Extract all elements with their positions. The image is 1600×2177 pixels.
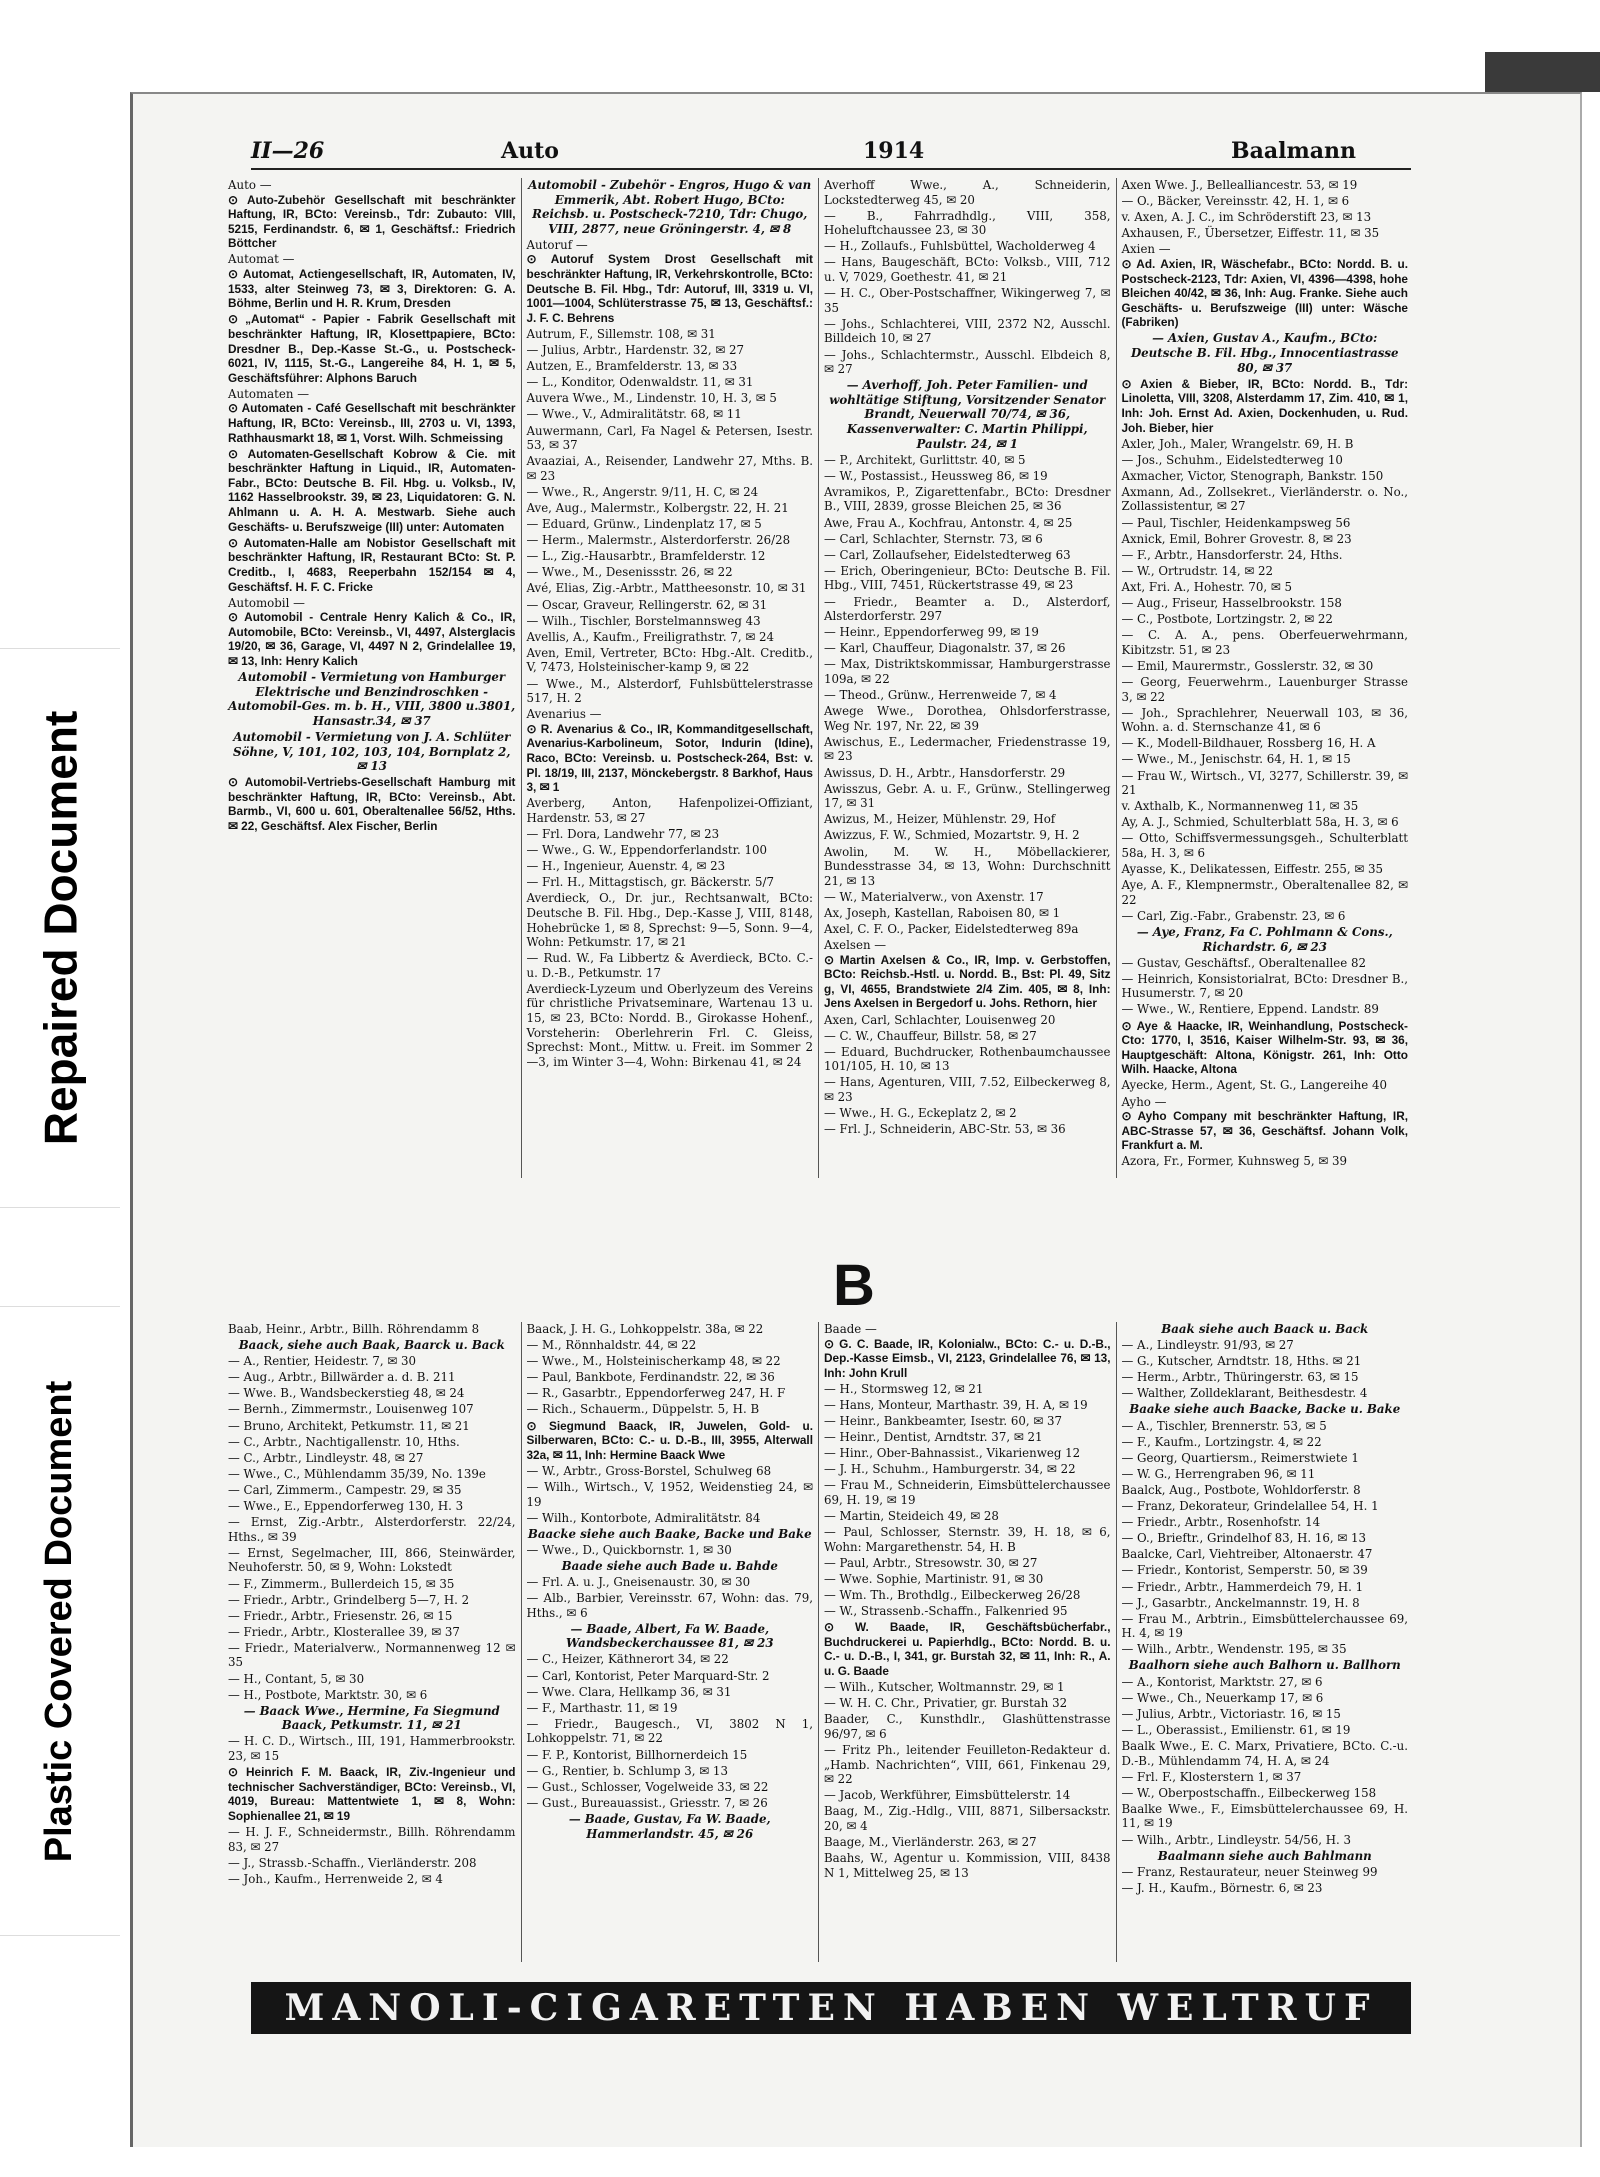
bottom-column-3 xyxy=(818,1322,1116,1962)
directory-entry: Ay, A. J., Schmied, Schulterblatt 58a, H. 3, ✉ 6 xyxy=(1121,815,1399,830)
directory-entry: — W., Strassenb.-Schaffn., Falkenried 95 xyxy=(824,1604,1068,1619)
directory-entry: — Julius, Arbtr., Victoriastr. 16, ✉ 15 xyxy=(1121,1706,1341,1721)
section-keyword: Auto — xyxy=(228,178,272,192)
directory-entry: — Eduard, Buchdrucker, Rothenbaumchaussee 101/105, H. 10, ✉ 13 xyxy=(824,1044,1111,1074)
directory-entry: — Bruno, Architekt, Petkumstr. 11, ✉ 21 xyxy=(228,1418,470,1433)
directory-entry: — Friedr., Kontorist, Semperstr. 50, ✉ 39 xyxy=(1121,1563,1368,1578)
directory-entry: Awe, Frau A., Kochfrau, Antonstr. 4, ✉ 25 xyxy=(824,515,1073,530)
page-number: II—26 xyxy=(251,138,325,164)
directory-entry: — Wilh., Arbtr., Lindleystr. 54/56, H. 3 xyxy=(1121,1832,1352,1847)
directory-entry: — H., Stormsweg 12, ✉ 21 xyxy=(824,1381,984,1396)
directory-entry: Axmacher, Victor, Stenograph, Bankstr. 150 xyxy=(1121,468,1384,483)
directory-entry: — Baade, Albert, Fa W. Baade, Wandsbeckerchaussee 81, ✉ 23 xyxy=(565,1621,774,1651)
directory-entry: — Wwe., G. W., Eppendorferlandstr. 100 xyxy=(526,843,767,858)
section-keyword: Automaten — xyxy=(228,386,310,401)
directory-entry: — Paul, Arbtr., Stresowstr. 30, ✉ 27 xyxy=(824,1555,1038,1570)
directory-entry: — Aye, Franz, Fa C. Pohlmann & Cons., Richardstr. 6, ✉ 23 xyxy=(1136,925,1393,954)
section-keyword: Ayho — xyxy=(1121,1094,1167,1109)
directory-entry: — Herm., Malermstr., Alsterdorferstr. 26/28 xyxy=(526,533,791,548)
directory-entry: Awizus, M., Heizer, Mühlenstr. 29, Hof xyxy=(824,812,1056,827)
directory-entry: — C., Postbote, Lortzingstr. 2, ✉ 22 xyxy=(1121,612,1333,627)
directory-entry: — Wilh., Arbtr., Wendenstr. 195, ✉ 35 xyxy=(1121,1642,1347,1657)
directory-entry: Awischus, E., Ledermacher, Friedenstrasse 19, ✉ 23 xyxy=(824,734,1111,764)
directory-entry: — W., Postassist., Heussweg 86, ✉ 19 xyxy=(824,468,1048,483)
directory-entry: Axen, Carl, Schlachter, Louisenweg 20 xyxy=(824,1012,1056,1027)
section-keyword: Avenarius — xyxy=(526,707,602,722)
directory-entry: — C., Arbtr., Lindleystr. 48, ✉ 27 xyxy=(228,1450,424,1465)
directory-entry: — Baade, Gustav, Fa W. Baade, Hammerlandstr. 45, ✉ 26 xyxy=(568,1811,771,1841)
directory-entry: — Carl, Kontorist, Peter Marquard-Str. 2 xyxy=(526,1668,770,1683)
firm-entry: ⊙ „Automat“ - Papier - Fabrik Gesellschaft mit beschränkter Haftung, IR, Klosettpapiere, BCto: Dresdner B., Dep.-Kasse St.-G., u. Postscheck-6021, IV, 1115, St.-G., Langereihe 84, H. 1, ✉ 5, Geschäftsführer: Alphons Baruch xyxy=(228,312,516,385)
directory-entry: — Gust., Schlosser, Vogelweide 33, ✉ 22 xyxy=(526,1779,769,1794)
directory-entry: — C., Heizer, Käthnerort 34, ✉ 22 xyxy=(526,1652,729,1667)
directory-entry: — M., Rönnhaldstr. 44, ✉ 22 xyxy=(526,1338,697,1353)
directory-entry: — Gust., Bureauassist., Griesstr. 7, ✉ 26 xyxy=(526,1795,768,1810)
directory-entry: — Johs., Schlachterei, VIII, 2372 N2, Ausschl. Billdeich 10, ✉ 27 xyxy=(824,316,1111,346)
bottom-section-columns xyxy=(223,1322,1413,1962)
directory-entry: — W., Ortrudstr. 14, ✉ 22 xyxy=(1121,563,1273,578)
directory-entry: — Jacob, Werkführer, Eimsbüttelerstr. 14 xyxy=(824,1788,1071,1803)
directory-entry: — Axien, Gustav A., Kaufm., BCto: Deutsche B. Fil. Hbg., Innocentiastrasse 80, ✉ 37 xyxy=(1130,331,1399,375)
firm-entry: ⊙ Automobil - Centrale Henry Kalich & Co., IR, Automobile, BCto: Vereinsb., VI, 4497, Alsterglacis 19/20, ✉ 36, Garage, VI, 4497 N 2, Grindelallee 19, ✉ 13, Inh: Henry Kalich xyxy=(228,610,516,668)
directory-entry: — Baack Wwe., Hermine, Fa Siegmund Baack, Petkumstr. 11, ✉ 21 xyxy=(243,1703,500,1733)
directory-entry: — H. C., Ober-Postschaffner, Wikingerweg 7, ✉ 35 xyxy=(824,286,1111,315)
directory-entry: Baalk Wwe., E. C. Marx, Privatiere, BCto. C.-u. D.-B., Mühlendamm 74, H. A, ✉ 24 xyxy=(1121,1738,1408,1768)
directory-entry: Avaaziai, A., Reisender, Landwehr 27, Mths. B. ✉ 23 xyxy=(526,454,813,483)
directory-entry: Baalke Wwe., F., Eimsbüttelerchaussee 69, H. 11, ✉ 19 xyxy=(1121,1801,1408,1831)
directory-entry: — Rich., Schauerm., Düppelstr. 5, H. B xyxy=(526,1402,760,1417)
directory-entry: Averdieck, O., Dr. jur., Rechtsanwalt, BCto: Deutsche B. Fil. Hbg., Dep.-Kasse J, VIII, 8148, Hohebrücke 1, ✉ 8, Sprechst: 9—5, Sonn. 9—4, Wohn: Petkumstr. 17, ✉ 21 xyxy=(526,891,813,950)
directory-entry: Automobil - Vermietung von Hamburger Elektrische und Benzindroschken - Automobil-Ges. m. b. H., VIII, 3800 u.3801, Hansastr.34, ✉ 37 xyxy=(228,670,516,728)
directory-entry: Auvera Wwe., M., Lindenstr. 10, H. 3, ✉ 5 xyxy=(526,391,777,406)
directory-entry: — W., Materialverw., von Axenstr. 17 xyxy=(824,889,1044,904)
directory-entry: — Eduard, Grünw., Lindenplatz 17, ✉ 5 xyxy=(526,517,762,532)
directory-entry: — Wwe. Sophie, Martinistr. 91, ✉ 30 xyxy=(824,1572,1044,1586)
directory-entry: Azora, Fr., Former, Kuhnsweg 5, ✉ 39 xyxy=(1121,1154,1348,1169)
directory-entry: — Frl. Dora, Landwehr 77, ✉ 23 xyxy=(526,826,720,841)
top-column-4 xyxy=(1116,178,1414,1178)
firm-entry: ⊙ Ad. Axien, IR, Wäschefabr., BCto: Nordd. B. u. Postscheck-2123, Tdr: Axien, VI, 4396—4398, hohe Bleichen 40/42, ✉ 36, Inh: Aug. Franke. Siehe auch Geschäfts- u. Berufszweige (III) unter: Wäsche (Fabriken) xyxy=(1121,256,1408,330)
header-last-keyword: Baalmann xyxy=(1231,138,1356,164)
firm-entry: ⊙ Aye & Haacke, IR, Weinhandlung, Postscheck-Cto: 1770, I, 3516, Kaiser Wilhelm-Str. 93, ✉ 36, Hauptgeschäft: Altona, Königstr. 261, Inh: Otto Wilh. Haacke, Altona xyxy=(1121,1018,1408,1077)
directory-entry: — Wwe., C., Mühlendamm 35/39, No. 139e xyxy=(228,1466,486,1481)
directory-entry: — Wilh., Kutscher, Woltmannstr. 29, ✉ 1 xyxy=(824,1680,1065,1695)
directory-entry: — Frl. J., Schneiderin, ABC-Str. 53, ✉ 36 xyxy=(824,1122,1066,1137)
directory-entry: — C., Arbtr., Nachtigallenstr. 10, Hths. xyxy=(228,1434,460,1449)
directory-entry: — Friedr., Baugesch., VI, 3802 N 1, Lohkoppelstr. 71, ✉ 22 xyxy=(526,1716,813,1746)
directory-entry: — W. G., Herrengraben 96, ✉ 11 xyxy=(1121,1466,1316,1481)
directory-entry: Ayecke, Herm., Agent, St. G., Langereihe 40 xyxy=(1121,1078,1387,1093)
directory-entry: — Alb., Barbier, Vereinsstr. 67, Wohn: das. 79, Hths., ✉ 6 xyxy=(526,1591,813,1620)
directory-entry: — Frl. F., Klosterstern 1, ✉ 37 xyxy=(1121,1769,1302,1784)
directory-entry: — Wwe., M., Desenissstr. 26, ✉ 22 xyxy=(526,565,733,580)
firm-entry: ⊙ Automaten-Gesellschaft Kobrow & Cie. mit beschränkter Haftung in Liquid., IR, Automaten-Fabr., BCto: Deutsche B. Fil. Hbg. u. Volksb., IV, 1162 Hasselbrookstr. 39, ✉ 23, Liquidatoren: G. N. Ahlmann u. A. H. A. Mestwarb. Siehe auch Geschäfts- u. Berufszweige (III) unter: Automaten xyxy=(228,446,516,534)
directory-entry: Baader, C., Kunsthdlr., Glashüttenstrasse 96/97, ✉ 6 xyxy=(824,1712,1111,1741)
directory-entry: — B., Fahrradhdlg., VIII, 358, Hoheluftchaussee 23, ✉ 30 xyxy=(824,208,1111,238)
directory-entry: Axen Wwe. J., Bellealliancestr. 53, ✉ 19 xyxy=(1121,178,1358,192)
directory-entry: Axt, Fri. A., Hohestr. 70, ✉ 5 xyxy=(1121,579,1293,594)
directory-entry: — Martin, Steideich 49, ✉ 28 xyxy=(824,1509,999,1524)
directory-entry: Baalcke, Carl, Viehtreiber, Altonaerstr. 47 xyxy=(1121,1547,1373,1562)
directory-entry: Axhausen, F., Übersetzer, Eiffestr. 11, ✉ 35 xyxy=(1121,226,1380,241)
firm-entry: ⊙ W. Baade, IR, Geschäftsbücherfabr., Buchdruckerei u. Papierhdlg., BCto: Nordd. B. u. C.- u. D.-B., I, 341, gr. Burstah 32, ✉ 11, Inh: R., A. u. G. Baade xyxy=(824,1620,1111,1679)
directory-entry: — L., Konditor, Odenwaldstr. 11, ✉ 31 xyxy=(526,375,754,390)
directory-entry: Averberg, Anton, Hafenpolizei-Offiziant, Hardenstr. 53, ✉ 27 xyxy=(526,796,813,825)
directory-entry: — Wilh., Wirtsch., V, 1952, Weidenstieg 24, ✉ 19 xyxy=(526,1479,813,1509)
directory-entry: — Erich, Oberingenieur, BCto: Deutsche B. Fil. Hbg., VIII, 7451, Rückertstrasse 49, ✉ 23 xyxy=(824,563,1111,593)
directory-entry: — H., Postbote, Marktstr. 30, ✉ 6 xyxy=(228,1687,428,1702)
directory-entry: — W. H. C. Chr., Privatier, gr. Burstah 32 xyxy=(824,1696,1068,1711)
directory-entry: — Jos., Schuhm., Eidelstedterweg 10 xyxy=(1121,452,1343,467)
directory-entry: — O., Bäcker, Vereinsstr. 42, H. 1, ✉ 6 xyxy=(1121,194,1350,209)
directory-entry: — Joh., Sprachlehrer, Neuerwall 103, ✉ 36, Wohn. a. d. Sternschanze 41, ✉ 6 xyxy=(1121,705,1408,735)
directory-entry: — Friedr., Arbtr., Friesenstr. 26, ✉ 15 xyxy=(228,1608,453,1623)
directory-entry: — O., Brieftr., Grindelhof 83, H. 16, ✉ 13 xyxy=(1121,1531,1367,1546)
directory-entry: — F., Marthastr. 11, ✉ 19 xyxy=(526,1700,678,1715)
directory-entry: — Wwe., M., Alsterdorf, Fuhlsbüttelerstrasse 517, H. 2 xyxy=(526,676,813,706)
directory-entry: — K., Modell-Bildhauer, Rossberg 16, H. A xyxy=(1121,736,1376,751)
directory-entry: — Bernh., Zimmermstr., Louisenweg 107 xyxy=(228,1402,474,1417)
directory-entry: — Ernst, Segelmacher, III, 866, Steinwärder, Neuhoferstr. 50, ✉ 9, Wohn: Lokstedt xyxy=(228,1545,516,1575)
directory-entry: — Frl. A. u. J., Gneisenaustr. 30, ✉ 30 xyxy=(526,1575,751,1589)
directory-entry: — Wwe., M., Holsteinischerkamp 48, ✉ 22 xyxy=(526,1354,781,1369)
directory-entry: — C. A. A., pens. Oberfeuerwehrmann, Kibitzstr. 51, ✉ 23 xyxy=(1121,628,1408,657)
directory-entry: — Wwe., V., Admiralitätstr. 68, ✉ 11 xyxy=(526,407,742,422)
directory-entry: — Frau W., Wirtsch., VI, 3277, Schillerstr. 39, ✉ 21 xyxy=(1121,768,1408,798)
directory-entry: Avramikos, P., Zigarettenfabr., BCto: Dresdner B., VIII, 2839, grosse Bleichen 25, ✉ 36 xyxy=(824,484,1111,514)
directory-entry: — Paul, Tischler, Heidenkampsweg 56 xyxy=(1121,515,1351,530)
directory-entry: — Johs., Schlachtermstr., Ausschl. Elbdeich 8, ✉ 27 xyxy=(824,347,1111,377)
directory-entry: — Hinr., Ober-Bahnassist., Vikarienweg 12 xyxy=(824,1446,1081,1461)
directory-entry: — Paul, Bankbote, Ferdinandstr. 22, ✉ 36 xyxy=(526,1370,775,1385)
directory-entry: Baahs, W., Agentur u. Kommission, VIII, 8438 N 1, Mittelweg 25, ✉ 13 xyxy=(824,1851,1111,1880)
firm-entry: ⊙ Heinrich F. M. Baack, IR, Ziv.-Ingenieur und technischer Sachverständiger, BCto: Vereinsb., VI, 4019, Bureau: Mattentwiete 1, ✉ 8, Wohn: Sophienallee 21, ✉ 19 xyxy=(228,1765,516,1823)
repaired-document-text: Repaired Document xyxy=(34,710,86,1146)
directory-entry: Aven, Emil, Vertreter, BCto: Hbg.-Alt. Creditb., V, 7473, Holsteinischer-kamp 9, ✉ 22 xyxy=(526,645,813,675)
directory-entry: — F., Zimmerm., Bullerdeich 15, ✉ 35 xyxy=(228,1576,455,1591)
directory-entry: — Wwe., H. G., Eckeplatz 2, ✉ 2 xyxy=(824,1106,1017,1121)
directory-entry: — Max, Distriktskommissar, Hamburgerstrasse 109a, ✉ 22 xyxy=(824,657,1111,686)
directory-entry: — Friedr., Beamter a. D., Alsterdorf, Alsterdorferstr. 297 xyxy=(824,594,1111,624)
directory-entry: — G., Rentier, b. Schlump 3, ✉ 13 xyxy=(526,1763,728,1778)
directory-entry: Awege Wwe., Dorothea, Ohlsdorferstrasse, Weg Nr. 197, Nr. 22, ✉ 39 xyxy=(824,704,1111,733)
directory-entry: — Wwe., Ch., Neuerkamp 17, ✉ 6 xyxy=(1121,1690,1324,1705)
directory-entry: — Otto, Schiffsvermessungsgeh., Schulterblatt 58a, H. 3, ✉ 6 xyxy=(1121,831,1408,861)
directory-entry: — Carl, Zimmerm., Campestr. 29, ✉ 35 xyxy=(228,1482,462,1497)
directory-entry: — F. P., Kontorist, Billhornerdeich 15 xyxy=(526,1747,748,1762)
directory-entry: — Wwe., R., Angerstr. 9/11, H. C, ✉ 24 xyxy=(526,484,759,499)
directory-entry: — Walther, Zolldeklarant, Beithesdestr. 4 xyxy=(1121,1386,1368,1401)
directory-entry: — Hans, Monteur, Marthastr. 39, H. A, ✉ 19 xyxy=(824,1397,1088,1412)
directory-entry: — Gustav, Geschäftsf., Oberaltenallee 82 xyxy=(1121,955,1366,970)
directory-entry: — Carl, Schlachter, Sternstr. 73, ✉ 6 xyxy=(824,531,1043,546)
firm-entry: ⊙ Siegmund Baack, IR, Juwelen, Gold- u. Silberwaren, BCto: C.- u. D.-B., III, 3955, Alterwall 32a, ✉ 11, Inh: Hermine Baack Wwe xyxy=(526,1418,813,1462)
directory-entry: — Karl, Chauffeur, Diagonalstr. 37, ✉ 26 xyxy=(824,641,1066,656)
directory-entry: — F., Arbtr., Hansdorferstr. 24, Hths. xyxy=(1121,547,1343,562)
firm-entry: ⊙ Automat, Actiengesellschaft, IR, Automaten, IV, 1533, alter Steinweg 73, ✉ 3, Direktoren: G. A. Böhme, Berlin und H. R. Krum, Dresden xyxy=(228,267,516,311)
directory-entry: — A., Tischler, Brennerstr. 53, ✉ 5 xyxy=(1121,1418,1327,1433)
header-year: 1914 xyxy=(863,138,925,164)
directory-entry: Baade siehe auch Bade u. Bahde xyxy=(561,1558,778,1573)
directory-entry: — Friedr., Arbtr., Klosterallee 39, ✉ 37 xyxy=(228,1624,460,1639)
directory-entry: Baak siehe auch Baack u. Back xyxy=(1161,1322,1369,1336)
page-header xyxy=(251,138,1411,164)
directory-entry: — H. C. D., Wirtsch., III, 191, Hammerbrookstr. 23, ✉ 15 xyxy=(228,1734,516,1764)
directory-entry: — Frau M., Schneiderin, Eimsbüttelerchaussee 69, H. 19, ✉ 19 xyxy=(824,1478,1111,1508)
directory-entry: Baalck, Aug., Postbote, Wohldorferstr. 8 xyxy=(1121,1482,1361,1497)
directory-entry: — Heinr., Bankbeamter, Isestr. 60, ✉ 37 xyxy=(824,1414,1063,1429)
directory-entry: — Heinr., Eppendorferweg 99, ✉ 19 xyxy=(824,625,1039,640)
directory-entry: Axnick, Emil, Bohrer Grovestr. 8, ✉ 23 xyxy=(1121,531,1352,546)
directory-entry: Ax, Joseph, Kastellan, Raboisen 80, ✉ 1 xyxy=(824,905,1061,920)
bottom-column-1 xyxy=(223,1322,521,1962)
directory-entry: Baalhorn siehe auch Balhorn u. Ballhorn xyxy=(1128,1658,1401,1673)
firm-entry: ⊙ Automobil-Vertriebs-Gesellschaft Hamburg mit beschränkter Haftung, IR, BCto: Vereinsb., Abt. Barmb., VI, 600 u. 601, Oberaltenallee 56/52, Hths. ✉ 22, Geschäftsf. Alex Fischer, Berlin xyxy=(228,775,516,834)
directory-entry: — L., Oberassist., Emilienstr. 61, ✉ 19 xyxy=(1121,1722,1351,1737)
bottom-column-2 xyxy=(521,1322,819,1962)
directory-entry: Baag, M., Zig.-Hdlg., VIII, 8871, Silbersackstr. 20, ✉ 4 xyxy=(824,1804,1111,1833)
directory-entry: — Georg, Feuerwehrm., Lauenburger Strasse 3, ✉ 22 xyxy=(1121,675,1408,704)
top-column-2 xyxy=(521,178,819,1178)
directory-entry: — Joh., Kaufm., Herrenweide 2, ✉ 4 xyxy=(228,1871,443,1886)
directory-entry: Autrum, F., Sillemstr. 108, ✉ 31 xyxy=(526,326,716,341)
directory-entry: — J. H., Kaufm., Börnestr. 6, ✉ 23 xyxy=(1121,1880,1323,1895)
firm-entry: ⊙ Autoruf System Drost Gesellschaft mit beschränkter Haftung, IR, Verkehrskontrolle, BCto: Deutsche B. Fil. Hbg., Tdr: Autoruf, III, 3319 u. VI, 1001—1004, Schlüterstrasse 75, ✉ 13, Geschäftsf.: J. F. C. Behrens xyxy=(526,252,813,325)
directory-entry: Baake siehe auch Baacke, Backe u. Bake xyxy=(1129,1402,1401,1417)
directory-entry: — Paul, Schlosser, Sternstr. 39, H. 18, ✉ 6, Wohn: Margarethenstr. 54, H. B xyxy=(824,1525,1111,1554)
directory-entry: — H., Zollaufs., Fuhlsbüttel, Wacholderweg 4 xyxy=(824,239,1096,254)
directory-entry: Baack, J. H. G., Lohkoppelstr. 38a, ✉ 22 xyxy=(526,1322,764,1336)
directory-entry: — Franz, Restaurateur, neuer Steinweg 99 xyxy=(1121,1864,1378,1879)
directory-entry: — Georg, Quartiersm., Reimerstwiete 1 xyxy=(1121,1450,1359,1465)
directory-entry: — R., Gasarbtr., Eppendorferweg 247, H. F xyxy=(526,1386,786,1401)
directory-entry: — Frau M., Arbtrin., Eimsbüttelerchaussee 69, H. 4, ✉ 19 xyxy=(1121,1611,1408,1641)
directory-entry: — Wilh., Kontorbote, Admiralitätstr. 84 xyxy=(526,1510,761,1525)
advertisement-banner: MANOLI-CIGARETTEN HABEN WELTRUF xyxy=(251,1982,1411,2034)
directory-entry: Baacke siehe auch Baake, Backe und Bake xyxy=(527,1526,812,1541)
directory-entry: — Emil, Maurermstr., Gosslerstr. 32, ✉ 30 xyxy=(1121,658,1374,673)
directory-entry: — Rud. W., Fa Libbertz & Averdieck, BCto. C.- u. D.-B., Petkumstr. 17 xyxy=(526,951,813,980)
section-keyword: Automat — xyxy=(228,252,295,267)
section-keyword: Axelsen — xyxy=(824,938,887,953)
firm-entry: ⊙ G. C. Baade, IR, Kolonialw., BCto: C.- u. D.-B., Dep.-Kasse Eimsb., VI, 2123, Grindelallee 76, ✉ 13, Inh: John Krull xyxy=(824,1336,1111,1380)
section-keyword: Autoruf — xyxy=(526,237,588,252)
directory-entry: — Franz, Dekorateur, Grindelallee 54, H. 1 xyxy=(1121,1499,1379,1514)
directory-entry: — J., Gasarbtr., Anckelmannstr. 19, H. 8 xyxy=(1121,1595,1360,1610)
header-first-keyword: Auto xyxy=(501,138,559,164)
directory-entry: Axmann, Ad., Zollsekret., Vierländerstr. o. No., Zollassistentur, ✉ 27 xyxy=(1121,484,1408,514)
directory-entry: — Aug., Friseur, Hasselbrookstr. 158 xyxy=(1121,596,1342,611)
directory-entry: — A., Rentier, Heidestr. 7, ✉ 30 xyxy=(228,1354,416,1369)
directory-entry: — Aug., Arbtr., Billwärder a. d. B. 211 xyxy=(228,1370,456,1385)
directory-entry: Awizzus, F. W., Schmied, Mozartstr. 9, H. 2 xyxy=(824,828,1080,843)
directory-entry: — Frl. H., Mittagstisch, gr. Bäckerstr. 5/7 xyxy=(526,875,775,890)
plastic-covered-text: Plastic Covered Document xyxy=(38,1380,81,1862)
directory-entry: — A., Kontorist, Marktstr. 27, ✉ 6 xyxy=(1121,1674,1323,1689)
directory-entry: Baalmann siehe auch Bahlmann xyxy=(1157,1848,1372,1863)
firm-entry: ⊙ Auto-Zubehör Gesellschaft mit beschränkter Haftung, IR, BCto: Vereinsb., Tdr: Zubauto: VIII, 5215, Ferdinandstr. 6, ✉ 1, Geschäftsf.: Friedrich Böttcher xyxy=(228,192,516,251)
directory-entry: — Averhoff, Joh. Peter Familien- und wohltätige Stiftung, Vorsitzender Senator Brandt, Neuerwall 70/74, ✉ 36, Kassenverwalter: C. Martin Philippi, Paulstr. 24, ✉ 1 xyxy=(829,378,1106,451)
directory-entry: Automobil - Zubehör - Engros, Hugo & van Emmerik, Abt. Robert Hugo, BCto: Reichsb. u. Postscheck-7210, Tdr: Chugo, VIII, 2877, neue Gröningerstr. 4, ✉ 8 xyxy=(528,178,812,236)
directory-entry: — P., Architekt, Gurlittstr. 40, ✉ 5 xyxy=(824,452,1026,467)
directory-entry: — Ernst, Zig.-Arbtr., Alsterdorferstr. 22/24, Hths., ✉ 39 xyxy=(228,1515,516,1544)
directory-entry: — Friedr., Arbtr., Hammerdeich 79, H. 1 xyxy=(1121,1579,1364,1594)
firm-entry: ⊙ Axien & Bieber, IR, BCto: Nordd. B., Tdr: Linoletta, VIII, 3208, Alsterdamm 17, Zim. 410, ✉ 1, Inh: Joh. Ernst Ad. Axien, Dockenhuden, u. Rud. Joh. Bieber, hier xyxy=(1121,376,1408,435)
directory-entry: — G., Kutscher, Arndtstr. 18, Hths. ✉ 21 xyxy=(1121,1354,1362,1369)
directory-entry: — Wm. Th., Brothdlg., Eilbeckerweg 26/28 xyxy=(824,1588,1081,1603)
directory-entry: Avellis, A., Kaufm., Freiligrathstr. 7, ✉ 24 xyxy=(526,629,775,644)
directory-entry: — Heinr., Dentist, Arndtstr. 37, ✉ 21 xyxy=(824,1430,1043,1445)
section-keyword: Baade — xyxy=(824,1322,877,1336)
repaired-document-label xyxy=(0,648,120,1208)
directory-entry: — Wwe. B., Wandsbeckerstieg 48, ✉ 24 xyxy=(228,1386,465,1401)
directory-page xyxy=(130,92,1582,2147)
directory-entry: — Julius, Arbtr., Hardenstr. 32, ✉ 27 xyxy=(526,343,744,358)
directory-entry: Avé, Elias, Zig.-Arbtr., Mattheesonstr. 10, ✉ 31 xyxy=(526,581,807,596)
directory-entry: — Friedr., Arbtr., Rosenhofstr. 14 xyxy=(1121,1515,1321,1530)
firm-entry: ⊙ Automaten-Halle am Nobistor Gesellschaft mit beschränkter Haftung, IR, Restaurant BCto: St. P. Creditb., I, 4683, Reeperbahn 152/154 ✉ 4, Geschäftsf. H. F. C. Fricke xyxy=(228,535,516,594)
directory-entry: — Hans, Agenturen, VIII, 7.52, Eilbeckerweg 8, ✉ 23 xyxy=(824,1075,1111,1105)
directory-entry: — Heinrich, Konsistorialrat, BCto: Dresdner B., Husumerstr. 7, ✉ 20 xyxy=(1121,971,1408,1001)
directory-entry: — Carl, Zig.-Fabr., Grabenstr. 23, ✉ 6 xyxy=(1121,908,1346,923)
directory-entry: — Fritz Ph., leitender Feuilleton-Redakteur d. „Hamb. Nachrichten“, VIII, 661, Finkenau 29, ✉ 22 xyxy=(824,1743,1111,1787)
directory-entry: Awissus, D. H., Arbtr., Hansdorferstr. 29 xyxy=(824,765,1066,780)
directory-entry: v. Axthalb, K., Normannenweg 11, ✉ 35 xyxy=(1121,799,1359,814)
top-section-columns xyxy=(223,178,1413,1178)
directory-entry: — H., Contant, 5, ✉ 30 xyxy=(228,1671,365,1686)
top-column-1 xyxy=(223,178,521,1178)
scanner-corner-bar xyxy=(1485,52,1600,92)
directory-entry: — Wwe. Clara, Hellkamp 36, ✉ 31 xyxy=(526,1684,732,1699)
directory-entry: Averhoff Wwe., A., Schneiderin, Lockstedterweg 45, ✉ 20 xyxy=(824,178,1111,207)
bottom-column-4 xyxy=(1116,1322,1414,1962)
directory-entry: — Theod., Grünw., Herrenweide 7, ✉ 4 xyxy=(824,688,1057,703)
directory-entry: Auwermann, Carl, Fa Nagel & Petersen, Isestr. 53, ✉ 37 xyxy=(526,423,813,453)
directory-entry: — Wwe., W., Rentiere, Eppend. Landstr. 89 xyxy=(1121,1002,1379,1017)
directory-entry: — Carl, Zollaufseher, Eidelstedterweg 63 xyxy=(824,547,1071,562)
directory-entry: — Herm., Arbtr., Thüringerstr. 63, ✉ 15 xyxy=(1121,1370,1359,1385)
directory-entry: Ayasse, K., Delikatessen, Eiffestr. 255, ✉ 35 xyxy=(1121,862,1384,877)
directory-entry: Axler, Joh., Maler, Wrangelstr. 69, H. B xyxy=(1121,436,1354,451)
directory-entry: — Wwe., E., Eppendorferweg 130, H. 3 xyxy=(228,1499,464,1514)
directory-entry: — W., Arbtr., Gross-Borstel, Schulweg 68 xyxy=(526,1463,772,1478)
directory-entry: — J., Strassb.-Schaffn., Vierländerstr. 208 xyxy=(228,1855,477,1870)
directory-entry: — C. W., Chauffeur, Billstr. 58, ✉ 27 xyxy=(824,1028,1037,1043)
plastic-covered-label xyxy=(0,1306,120,1936)
directory-entry: — Wwe., D., Quickbornstr. 1, ✉ 30 xyxy=(526,1542,732,1557)
section-letter: B xyxy=(833,1253,875,1318)
directory-entry: Baab, Heinr., Arbtr., Billh. Röhrendamm 8 xyxy=(228,1322,480,1336)
directory-entry: — J. H., Schuhm., Hamburgerstr. 34, ✉ 22 xyxy=(824,1462,1076,1477)
directory-entry: — A., Lindleystr. 91/93, ✉ 27 xyxy=(1121,1338,1294,1353)
section-keyword: Automobil — xyxy=(228,595,305,610)
directory-entry: — H. J. F., Schneidermstr., Billh. Röhrendamm 83, ✉ 27 xyxy=(228,1825,516,1854)
firm-entry: ⊙ Automaten - Café Gesellschaft mit beschränkter Haftung, IR, BCto: Vereinsb., III, 2703 u. VI, 1393, Rathhausmarkt 18, ✉ 1, Vorst. Wilh. Schmeissing xyxy=(228,401,516,445)
directory-entry: v. Axen, A. J. C., im Schröderstift 23, ✉ 13 xyxy=(1121,210,1372,225)
directory-entry: — Friedr., Arbtr., Grindelberg 5—7, H. 2 xyxy=(228,1592,470,1607)
directory-entry: Aye, A. F., Klempnermstr., Oberaltenallee 82, ✉ 22 xyxy=(1121,878,1408,907)
directory-entry: — Wilh., Tischler, Borstelmannsweg 43 xyxy=(526,613,761,628)
firm-entry: ⊙ Ayho Company mit beschränkter Haftung, IR, ABC-Strasse 57, ✉ 36, Geschäftsf. Johann Volk, Frankfurt a. M. xyxy=(1121,1109,1408,1153)
directory-entry: — Oscar, Graveur, Rellingerstr. 62, ✉ 31 xyxy=(526,597,768,612)
directory-entry: — H., Ingenieur, Auenstr. 4, ✉ 23 xyxy=(526,859,726,874)
directory-entry: Ave, Aug., Malermstr., Kolbergstr. 22, H. 21 xyxy=(526,500,789,515)
directory-entry: Autzen, E., Bramfelderstr. 13, ✉ 33 xyxy=(526,359,738,374)
directory-entry: — Hans, Baugeschäft, BCto: Volksb., VIII, 712 u. V, 7029, Goethestr. 41, ✉ 21 xyxy=(824,255,1111,285)
directory-entry: — L., Zig.-Hausarbtr., Bramfelderstr. 12 xyxy=(526,549,766,564)
directory-entry: Awolin, M. W. H., Möbellackierer, Bundesstrasse 34, ✉ 13, Wohn: Durchschnitt 21, ✉ 13 xyxy=(824,844,1111,888)
directory-entry: Automobil - Vermietung von J. A. Schlüter Söhne, V, 101, 102, 103, 104, Bornplatz 2, ✉ 13 xyxy=(233,729,511,774)
directory-entry: — W., Oberpostschaffn., Eilbeckerweg 158 xyxy=(1121,1785,1377,1800)
top-column-3 xyxy=(818,178,1116,1178)
directory-entry: Baage, M., Vierländerstr. 263, ✉ 27 xyxy=(824,1835,1037,1850)
directory-entry: — Friedr., Materialverw., Normannenweg 12 ✉ 35 xyxy=(228,1640,516,1670)
section-keyword: Axien — xyxy=(1121,242,1171,257)
header-rule xyxy=(251,168,1411,170)
directory-entry: Awisszus, Gebr. A. u. F., Grünw., Stellingerweg 17, ✉ 31 xyxy=(824,781,1111,811)
directory-entry: Baack, siehe auch Baak, Baarck u. Back xyxy=(238,1338,505,1353)
directory-entry: Axel, C. F. O., Packer, Eidelstedterweg 89a xyxy=(824,922,1079,936)
firm-entry: ⊙ Martin Axelsen & Co., IR, Imp. v. Gerbstoffen, BCto: Reichsb.-Hstl. u. Nordd. B., Bst: Pl. 49, Sitz g, VI, 4655, Brandstwiete 2/4 Zim. 405, ✉ 8, Inh: Jens Axelsen in Bergedorf u. Johs. Rethorn, hier xyxy=(824,952,1111,1011)
directory-entry: — F., Kaufm., Lortzingstr. 4, ✉ 22 xyxy=(1121,1434,1322,1449)
firm-entry: ⊙ R. Avenarius & Co., IR, Kommanditgesellschaft, Avenarius-Karbolineum, Sotor, Indurin (Idine), Raco, BCto: Vereinsb. u. Postscheck-264, Bst: v. Pl. 18/19, III, 2137, Mönckebergstr. 8 Barkhof, Haus 3, ✉ 1 xyxy=(526,721,813,795)
directory-entry: Averdieck-Lyzeum und Oberlyzeum des Vereins für christliche Privatseminare, Wartenau 13 u. 15, ✉ 23, BCto: Nordd. B., Girokasse Hohenf., Vorsteherin: Oberlehrerin Frl. C. Gleiss, Sprechst: Mont., Mittw. u. Freit. im Sommer 2—3, im Winter 3—4, Wohn: Birkenau 41, ✉ 24 xyxy=(526,981,813,1069)
directory-entry: — Wwe., M., Jenischstr. 64, H. 1, ✉ 15 xyxy=(1121,752,1351,767)
